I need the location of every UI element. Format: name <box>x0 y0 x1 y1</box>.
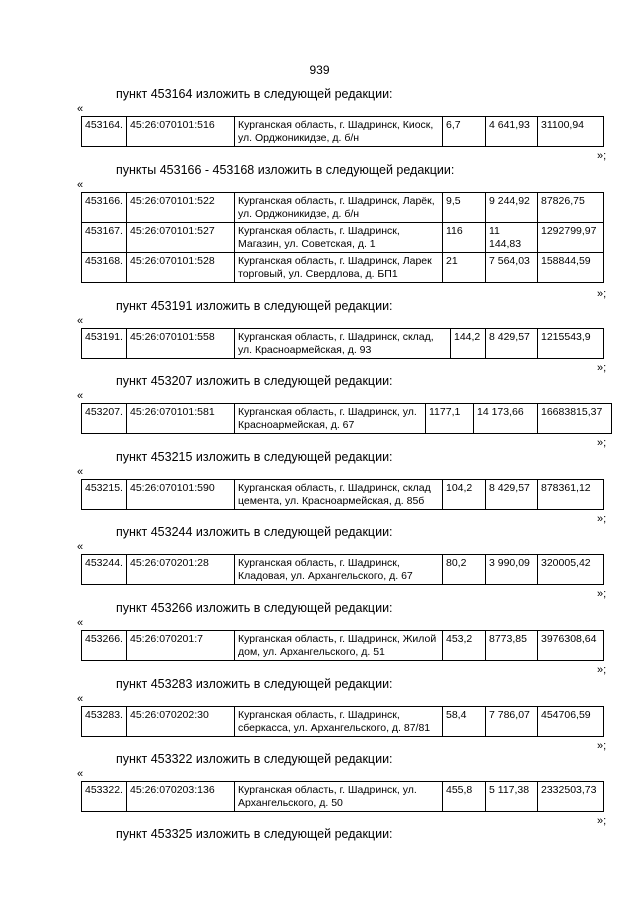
section-heading: пункт 453283 изложить в следующей редакции: <box>116 677 393 691</box>
table-row <box>82 253 604 283</box>
table-row <box>82 223 604 253</box>
open-quote: « <box>77 617 84 629</box>
section-heading: пункт 453207 изложить в следующей редакции: <box>116 374 393 388</box>
table-cell: 158844,59 <box>538 253 604 283</box>
table-cell: 16683815,37 <box>538 404 612 434</box>
property-table <box>81 192 604 283</box>
table-cell: 1292799,97 <box>538 223 604 253</box>
table-cell: Курганская область, г. Шадринск, Жилой дом, ул. Архангельского, д. 51 <box>235 631 443 661</box>
table-cell: 9 244,92 <box>486 193 538 223</box>
table-row <box>82 117 604 147</box>
table-cell: 14 173,66 <box>474 404 538 434</box>
table-cell: 9,5 <box>443 193 486 223</box>
open-quote: « <box>77 466 84 478</box>
table-cell: Курганская область, г. Шадринск, Кладовая, ул. Архангельского, д. 67 <box>235 555 443 585</box>
section-heading: пункт 453215 изложить в следующей редакции: <box>116 450 393 464</box>
close-quote: »; <box>597 437 607 449</box>
table-cell: Курганская область, г. Шадринск, ул. Красноармейская, д. 67 <box>235 404 426 434</box>
table-cell: 455,8 <box>443 782 486 812</box>
table-cell: 4 641,93 <box>486 117 538 147</box>
open-quote: « <box>77 541 84 553</box>
table-cell: Курганская область, г. Шадринск, Магазин, ул. Советская, д. 1 <box>235 223 443 253</box>
table-cell: Курганская область, г. Шадринск, склад цемента, ул. Красноармейская, д. 85б <box>235 480 443 510</box>
table-cell: 453207. <box>82 404 127 434</box>
table-cell: 45:26:070201:7 <box>127 631 235 661</box>
table-cell: 453166. <box>82 193 127 223</box>
open-quote: « <box>77 693 84 705</box>
page-number: 939 <box>309 63 330 77</box>
table-cell: 45:26:070101:590 <box>127 480 235 510</box>
table-cell: 45:26:070201:28 <box>127 555 235 585</box>
table-cell: 453322. <box>82 782 127 812</box>
table-row <box>82 480 604 510</box>
property-table <box>81 328 604 359</box>
open-quote: « <box>77 103 84 115</box>
table-cell: 31100,94 <box>538 117 604 147</box>
property-table <box>81 706 604 737</box>
property-table <box>81 116 604 147</box>
table-cell: 144,2 <box>451 329 486 359</box>
table-cell: 45:26:070101:522 <box>127 193 235 223</box>
table-cell: Курганская область, г. Шадринск, ул. Архангельского, д. 50 <box>235 782 443 812</box>
table-row <box>82 329 604 359</box>
table-cell: 7 786,07 <box>486 707 538 737</box>
table-cell: 80,2 <box>443 555 486 585</box>
table-cell: 320005,42 <box>538 555 604 585</box>
section-heading: пункт 453266 изложить в следующей редакции: <box>116 601 393 615</box>
table-cell: 3976308,64 <box>538 631 604 661</box>
section-heading: пункты 453166 - 453168 изложить в следующей редакции: <box>116 163 455 177</box>
open-quote: « <box>77 768 84 780</box>
section-heading: пункт 453322 изложить в следующей редакции: <box>116 752 393 766</box>
table-cell: 453266. <box>82 631 127 661</box>
table-cell: 45:26:070101:558 <box>127 329 235 359</box>
table-cell: 1177,1 <box>426 404 474 434</box>
table-row <box>82 707 604 737</box>
table-cell: 3 990,09 <box>486 555 538 585</box>
table-cell: 453,2 <box>443 631 486 661</box>
close-quote: »; <box>597 150 607 162</box>
table-cell: 878361,12 <box>538 480 604 510</box>
open-quote: « <box>77 315 84 327</box>
open-quote: « <box>77 390 84 402</box>
property-table <box>81 479 604 510</box>
property-table <box>81 403 612 434</box>
section-heading: пункт 453191 изложить в следующей редакции: <box>116 299 393 313</box>
table-cell: Курганская область, г. Шадринск, Ларек торговый, ул. Свердлова, д. БП1 <box>235 253 443 283</box>
table-cell: Курганская область, г. Шадринск, Ларёк, ул. Орджоникидзе, д. б/н <box>235 193 443 223</box>
table-cell: 45:26:070203:136 <box>127 782 235 812</box>
close-quote: »; <box>597 815 607 827</box>
section-heading: пункт 453164 изложить в следующей редакции: <box>116 87 393 101</box>
table-cell: 45:26:070101:528 <box>127 253 235 283</box>
table-cell: 453167. <box>82 223 127 253</box>
table-row <box>82 782 604 812</box>
table-cell: 453191. <box>82 329 127 359</box>
table-cell: 453215. <box>82 480 127 510</box>
table-cell: 6,7 <box>443 117 486 147</box>
property-table <box>81 630 604 661</box>
table-row <box>82 193 604 223</box>
table-row <box>82 555 604 585</box>
table-cell: 11 144,83 <box>486 223 538 253</box>
close-quote: »; <box>597 513 607 525</box>
table-cell: 8773,85 <box>486 631 538 661</box>
table-cell: Курганская область, г. Шадринск, Киоск, ул. Орджоникидзе, д. б/н <box>235 117 443 147</box>
table-cell: 45:26:070202:30 <box>127 707 235 737</box>
table-cell: 21 <box>443 253 486 283</box>
close-quote: »; <box>597 288 607 300</box>
table-cell: 104,2 <box>443 480 486 510</box>
section-heading: пункт 453325 изложить в следующей редакции: <box>116 827 393 841</box>
table-cell: 453283. <box>82 707 127 737</box>
table-cell: 45:26:070101:516 <box>127 117 235 147</box>
section-heading: пункт 453244 изложить в следующей редакции: <box>116 525 393 539</box>
table-cell: 454706,59 <box>538 707 604 737</box>
table-cell: 453164. <box>82 117 127 147</box>
close-quote: »; <box>597 362 607 374</box>
table-cell: 45:26:070101:581 <box>127 404 235 434</box>
table-cell: 87826,75 <box>538 193 604 223</box>
close-quote: »; <box>597 740 607 752</box>
table-cell: Курганская область, г. Шадринск, склад, ул. Красноармейская, д. 93 <box>235 329 451 359</box>
property-table <box>81 554 604 585</box>
table-cell: 5 117,38 <box>486 782 538 812</box>
table-cell: Курганская область, г. Шадринск, сберкасса, ул. Архангельского, д. 87/81 <box>235 707 443 737</box>
property-table <box>81 781 604 812</box>
table-cell: 58,4 <box>443 707 486 737</box>
table-cell: 116 <box>443 223 486 253</box>
close-quote: »; <box>597 664 607 676</box>
table-cell: 453244. <box>82 555 127 585</box>
table-cell: 45:26:070101:527 <box>127 223 235 253</box>
table-cell: 8 429,57 <box>486 480 538 510</box>
table-cell: 453168. <box>82 253 127 283</box>
table-cell: 2332503,73 <box>538 782 604 812</box>
open-quote: « <box>77 179 84 191</box>
table-cell: 7 564,03 <box>486 253 538 283</box>
close-quote: »; <box>597 588 607 600</box>
table-cell: 8 429,57 <box>486 329 538 359</box>
table-row <box>82 404 612 434</box>
table-row <box>82 631 604 661</box>
table-cell: 1215543,9 <box>538 329 604 359</box>
